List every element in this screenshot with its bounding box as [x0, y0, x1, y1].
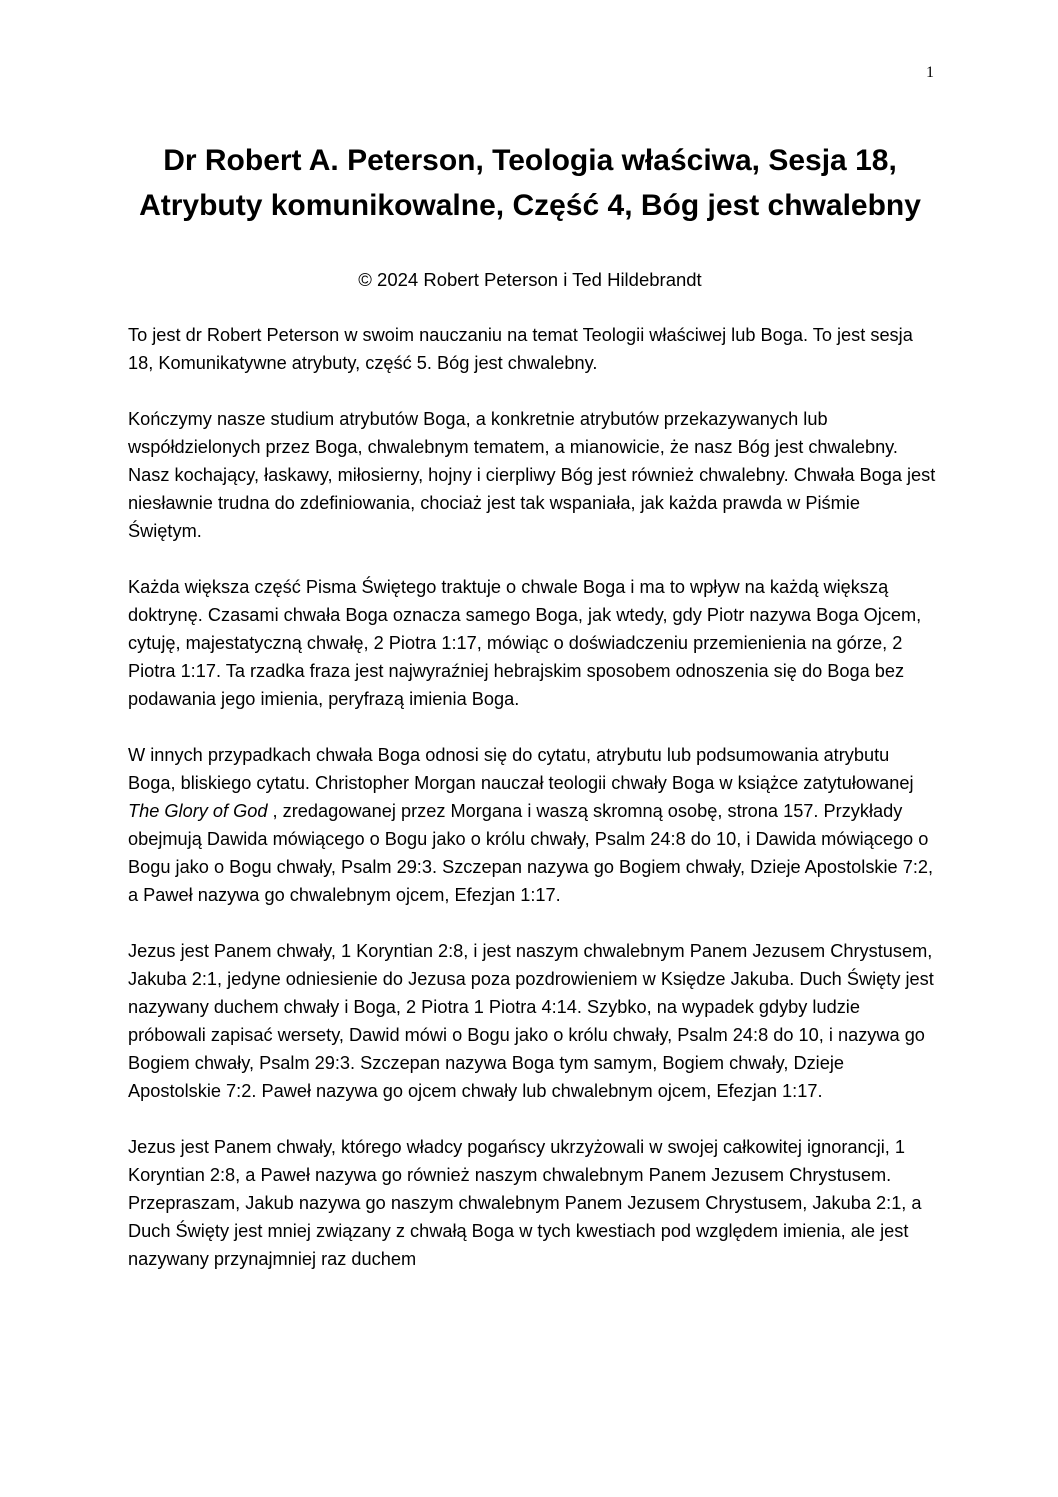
paragraph: Jezus jest Panem chwały, 1 Koryntian 2:8, i jest naszym chwalebnym Panem Jezusem Chrystusem, Jakuba 2:1, jedyne odniesienie do Jezusa poza pozdrowieniem w Księdze Jakuba. Duch Święty jest nazywany duchem chwały i Boga, 2 Piotra 1 Piotra 4:14. Szybko, na wypadek gdyby ludzie próbowali zapisać wersety, Dawid mówi o Bogu jako o królu chwały, Psalm 24:8 do 10, i nazywa go Bogiem chwały, Psalm 29:3. Szczepan nazywa Boga tym samym, Bogiem chwały, Dzieje Apostolskie 7:2. Paweł nazywa go ojcem chwały lub chwalebnym ojcem, Efezjan 1:17. [128, 941, 934, 1101]
paragraph: Jezus jest Panem chwały, którego władcy pogańscy ukrzyżowali w swojej całkowitej ignorancji, 1 Koryntian 2:8, a Paweł nazywa go również naszym chwalebnym Panem Jezusem Chrystusem. Przepraszam, Jakub nazywa go naszym chwalebnym Panem Jezusem Chrystusem, Jakuba 2:1, a Duch Święty jest mniej związany z chwałą Boga w tych kwestiach pod względem imienia, ale jest nazywany przynajmniej raz duchem [128, 1137, 922, 1269]
copyright-line: © 2024 Robert Peterson i Ted Hildebrandt [358, 269, 702, 290]
page-number: 1 [926, 64, 934, 81]
book-title: The Glory of God [128, 801, 268, 821]
paragraph [128, 741, 938, 909]
paragraph-text: W innych przypadkach chwała Boga odnosi się do cytatu, atrybutu lub podsumowania atrybutu Boga, bliskiego cytatu. Christopher Morgan nauczał teologii chwały Boga w książce zatytułowanej [128, 745, 914, 793]
paragraph: To jest dr Robert Peterson w swoim nauczaniu na temat Teologii właściwej lub Boga. To jest sesja 18, Komunikatywne atrybuty, część 5. Bóg jest chwalebny. [128, 325, 913, 373]
paragraph: Każda większa część Pisma Świętego traktuje o chwale Boga i ma to wpływ na każdą większą doktrynę. Czasami chwała Boga oznacza samego Boga, jak wtedy, gdy Piotr nazywa Boga Ojcem, cytuję, majestatyczną chwałę, 2 Piotra 1:17, mówiąc o doświadczeniu przemienienia na górze, 2 Piotra 1:17. Ta rzadka fraza jest najwyraźniej hebrajskim sposobem odnoszenia się do Boga bez podawania jego imienia, peryfrazą imienia Boga. [128, 577, 922, 709]
document-body [128, 321, 938, 1273]
document-title: Dr Robert A. Peterson, Teologia właściwa, Sesja 18, Atrybuty komunikowalne, Część 4, Bóg jest chwalebny [139, 144, 921, 222]
paragraph: Kończymy nasze studium atrybutów Boga, a konkretnie atrybutów przekazywanych lub współdzielonych przez Boga, chwalebnym tematem, a mianowicie, że nasz Bóg jest chwalebny. Nasz kochający, łaskawy, miłosierny, hojny i cierpliwy Bóg jest również chwalebny. Chwała Boga jest niesławnie trudna do zdefiniowania, chociaż jest tak wspaniała, jak każda prawda w Piśmie Świętym. [128, 409, 936, 541]
paragraph-text: , zredagowanej przez Morgana i waszą skromną osobę, strona 157. Przykłady obejmują Dawida mówiącego o Bogu jako o królu chwały, Psalm 24:8 do 10, i Dawida mówiącego o Bogu jako o Bogu chwały, Psalm 29:3. Szczepan nazywa go Bogiem chwały, Dzieje Apostolskie 7:2, a Paweł nazywa go chwalebnym ojcem, Efezjan 1:17. [128, 801, 934, 905]
